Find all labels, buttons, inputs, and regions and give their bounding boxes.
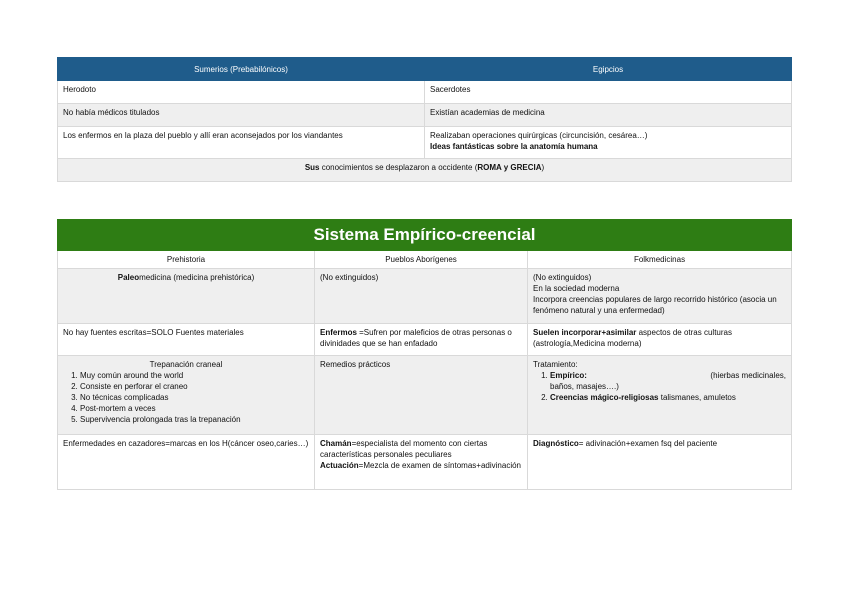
cell-bold: Creencias mágico-religiosas: [550, 393, 659, 402]
table-cell: [425, 127, 792, 159]
cell-text: =Mezcla de examen de síntomas+adivinación: [358, 461, 521, 470]
footer-suffix: ): [541, 163, 545, 172]
header-pueblos: Pueblos Aborígenes: [315, 251, 528, 269]
table-cell: [58, 356, 315, 435]
table-row: [58, 324, 792, 356]
cell-bold: Suelen incorporar+asimilar: [533, 328, 637, 337]
list-item: 1. Muy común around the world: [80, 370, 309, 381]
table-row: [58, 104, 792, 127]
header-prehistoria: Prehistoria: [58, 251, 315, 269]
table-cell: [528, 324, 792, 356]
treatment-list: [533, 370, 786, 403]
cell-line: [320, 438, 522, 460]
cell-text: medicina (medicina prehistórica): [139, 273, 255, 282]
cell-text: talismanes, amuletos: [658, 393, 736, 402]
footer-prefix: Sus: [304, 163, 320, 172]
list-item: [550, 392, 786, 403]
footer-bold: ROMA y GRECIA: [477, 163, 542, 172]
cell-text: = adivinación+examen fsq del paciente: [578, 439, 718, 448]
cell-text: (hierbas medicinales,: [710, 371, 787, 380]
table-cell: Remedios prácticos: [315, 356, 528, 435]
table-row: [58, 127, 792, 159]
cell-bold: Chamán: [320, 439, 352, 448]
table-cell: [528, 269, 792, 324]
table-cell: Enfermedades en cazadores=marcas en los H(cáncer oseo,caries…): [58, 435, 315, 490]
table-row: [58, 81, 792, 104]
cell-text: =especialista del momento con ciertas características personales peculiares: [320, 439, 488, 459]
list-item: 3. No técnicas complicadas: [80, 392, 309, 403]
list-item: [550, 370, 786, 392]
table-cell: No hay fuentes escritas=SOLO Fuentes materiales: [58, 324, 315, 356]
table-title: Sistema Empírico-creencial: [58, 220, 792, 251]
cell-line: Realizaban operaciones quirúrgicas (circuncisión, cesárea…): [430, 131, 648, 140]
table-footer-row: [58, 159, 792, 182]
list-item: 4. Post-mortem a veces: [80, 403, 309, 414]
cell-text: =Sufren por maleficios de otras personas o divinidades que se han enfadado: [320, 328, 512, 348]
egyptian-sumerian-table: [57, 57, 792, 182]
list-item-row: [550, 370, 786, 381]
cell-line-bold: Ideas fantásticas sobre la anatomía humana: [430, 142, 598, 151]
footer-middle: conocimientos se desplazaron a occidente (: [319, 163, 478, 172]
cell-bold: 1. Empírico:: [550, 371, 587, 380]
cell-bold: Actuación: [320, 461, 359, 470]
cell-title: Trepanación craneal: [149, 360, 223, 369]
list-item: 5. Supervivencia prolongada tras la trepanación: [80, 414, 309, 425]
table-cell: [315, 435, 528, 490]
cell-line: (No extinguidos): [533, 273, 592, 282]
table-row: [58, 269, 792, 324]
table-cell: [58, 269, 315, 324]
cell-text: baños, masajes….): [550, 382, 619, 391]
table-cell: No había médicos titulados: [58, 104, 425, 127]
table-cell: [315, 324, 528, 356]
empirical-system-table: [57, 219, 792, 490]
header-egipcios: Egipcios: [425, 58, 792, 81]
cell-bold: Diagnóstico: [533, 439, 579, 448]
table-cell: (No extinguidos): [315, 269, 528, 324]
list-item: 2. Consiste en perforar el craneo: [80, 381, 309, 392]
header-sumerios: Sumerios (Prebabilónicos): [58, 58, 425, 81]
cell-bold: Paleo: [117, 273, 140, 282]
cell-title: Tratamiento:: [533, 360, 578, 369]
footer-cell: [58, 159, 792, 182]
trepanation-list: [63, 370, 309, 425]
table-cell: Sacerdotes: [425, 81, 792, 104]
table-cell: Herodoto: [58, 81, 425, 104]
table-row: [58, 356, 792, 435]
table-row: [58, 435, 792, 490]
cell-line: Incorpora creencias populares de largo recorrido histórico (asocia un fenómeno natural y una enfermedad): [533, 295, 777, 315]
cell-line: [320, 460, 522, 471]
table-cell: Existían academias de medicina: [425, 104, 792, 127]
table-cell: [528, 356, 792, 435]
cell-bold: Enfermos: [320, 328, 357, 337]
cell-text: aspectos de otras culturas (astrología,Medicina moderna): [533, 328, 732, 348]
header-folkmedicinas: Folkmedicinas: [528, 251, 792, 269]
table-cell: Los enfermos en la plaza del pueblo y allí eran aconsejados por los viandantes: [58, 127, 425, 159]
cell-line: En la sociedad moderna: [533, 284, 620, 293]
table-cell: [528, 435, 792, 490]
